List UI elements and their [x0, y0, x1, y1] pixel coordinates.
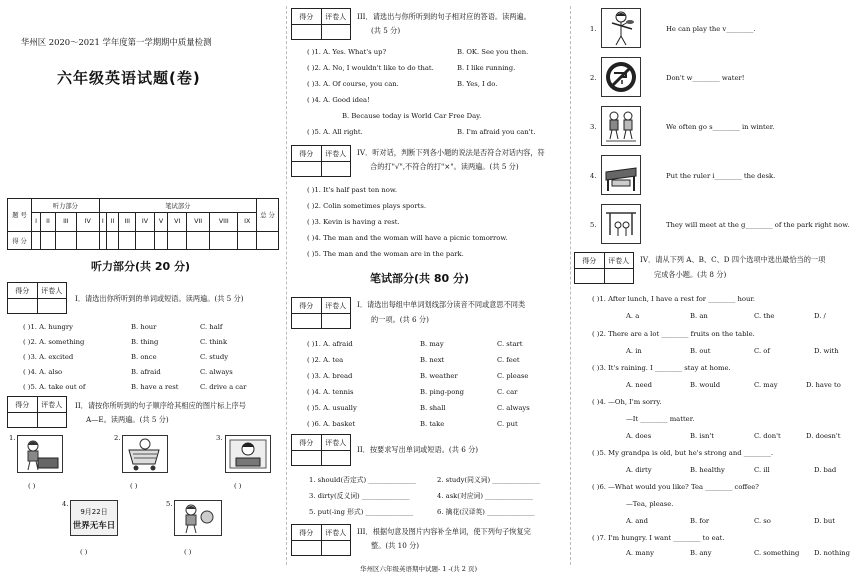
score-cell[interactable] — [154, 231, 168, 249]
section-instruction: (共 5 分) — [371, 26, 401, 35]
question-item: ( )1. A. Yes. What's up? — [307, 48, 387, 56]
score-entry[interactable] — [8, 413, 37, 427]
mc-option[interactable]: B. any — [690, 549, 712, 557]
option-b: B. Because today is World Car Free Day. — [342, 112, 482, 120]
question-item: ( )3. A. Of course, you can. — [307, 80, 399, 88]
judgement-item: ( )3. Kevin is having a rest. — [307, 218, 400, 226]
grader-box-label: 评卷人 — [37, 283, 67, 298]
mc-option[interactable]: D. but — [814, 517, 835, 525]
question-item: ( )4. A. also — [23, 368, 63, 376]
grader-entry[interactable] — [321, 314, 351, 328]
page-footer: 华州区六年级英语期中试题- 1 -(共 2 页) — [360, 565, 477, 573]
score-entry[interactable] — [292, 162, 321, 176]
score-box-label: 得分 — [15, 400, 30, 409]
word-task[interactable]: 2. study(同义词) ______________ — [437, 476, 540, 484]
section-instruction: 整。(共 10 分) — [371, 541, 420, 550]
writing-heading: 笔试部分(共 80 分) — [370, 272, 470, 285]
score-box-label: 得分 — [299, 149, 314, 158]
picture-2 — [122, 435, 168, 473]
eating-boy-icon — [226, 436, 270, 472]
mc-option[interactable]: A. and — [626, 517, 649, 525]
score-box — [291, 297, 351, 329]
score-box — [291, 8, 351, 40]
col-label: III — [119, 213, 136, 231]
section-instruction: III．请选出与你所听到的句子相对应的答语。读两遍。 — [357, 12, 531, 21]
word-task[interactable]: 5. put(-ing 形式) ______________ — [309, 508, 414, 516]
picture-3 — [225, 435, 271, 473]
option-b: B. next — [420, 356, 445, 364]
mc-option[interactable]: D. doesn't — [806, 432, 841, 440]
mc-option[interactable]: C. may — [754, 381, 778, 389]
score-box-label: 得分 — [299, 301, 314, 310]
score-box-label: 得分 — [299, 12, 314, 21]
picture-5 — [174, 500, 222, 536]
violin-picture — [601, 8, 641, 48]
mc-option[interactable]: A. many — [626, 549, 654, 557]
answer-blank[interactable]: ( ) — [80, 548, 88, 556]
word-task[interactable]: 3. dirty(反义词) ______________ — [309, 492, 410, 500]
listening-part-label: 听力部分 — [32, 199, 100, 213]
option-c: C. put — [497, 420, 518, 428]
picture-sentence[interactable]: Put the ruler i________ the desk. — [666, 172, 776, 180]
listening-heading: 听力部分(共 20 分) — [91, 260, 191, 273]
score-cell[interactable] — [210, 231, 238, 249]
row-label-score: 得 分 — [8, 231, 32, 249]
grader-entry[interactable] — [604, 269, 634, 283]
boy-at-table-icon — [18, 436, 62, 472]
score-entry[interactable] — [575, 269, 604, 283]
section-instruction: A—E。读两遍。(共 5 分) — [86, 415, 169, 424]
option-b: B. OK. See you then. — [457, 48, 529, 56]
col-label: IV — [76, 213, 99, 231]
question-item: ( )1. A. afraid — [307, 340, 353, 348]
exam-title: 六年级英语试题(卷) — [57, 69, 201, 87]
no-water-sign-icon — [602, 58, 640, 96]
word-task[interactable]: 1. should(否定式) ______________ — [309, 476, 416, 484]
score-entry[interactable] — [292, 314, 321, 328]
calendar-date: 9月22日 — [80, 508, 108, 516]
total-label: 总 分 — [257, 199, 279, 232]
question-item: ( )2. A. tea — [307, 356, 344, 364]
score-table — [7, 198, 279, 250]
question-item: ( )2. A. No, I wouldn't like to do that. — [307, 64, 434, 72]
mc-option[interactable]: C. don't — [754, 432, 781, 440]
mc-option[interactable]: A. a — [626, 312, 640, 320]
picture-sentence[interactable]: We often go s________ in winter. — [666, 123, 775, 131]
answer-blank[interactable]: ( ) — [28, 482, 36, 490]
section-instruction: II．按要求写出单词或短语。(共 6 分) — [357, 445, 479, 454]
option-c: C. start — [497, 340, 523, 348]
col-label: V — [154, 213, 168, 231]
score-box-label: 得分 — [15, 286, 30, 295]
score-cell[interactable] — [186, 231, 209, 249]
section-instruction: IV．听对话，判断下列各小题的说法是否符合对话内容，符 — [357, 148, 545, 157]
option-c: C. feet — [497, 356, 520, 364]
option-c: C. always — [200, 368, 233, 376]
option-b: B. may — [420, 340, 444, 348]
picture-label: 5. — [166, 500, 173, 508]
mc-option[interactable]: D. / — [814, 312, 826, 320]
grader-entry[interactable] — [321, 541, 351, 555]
grader-box-label: 评卷人 — [321, 9, 351, 24]
mc-question: ( )5. My grandpa is old, but he's strong and ________. — [592, 449, 774, 457]
mc-question: ( )6. —What would you like? Tea ________ coffee? — [592, 483, 759, 491]
exam-subtitle: 华州区 2020～2021 学年度第一学期期中质量检测 — [21, 37, 212, 47]
option-b: B. afraid — [131, 368, 161, 376]
section-instruction: 完成各小题。(共 8 分) — [654, 270, 727, 279]
option-b: B. weather — [420, 372, 458, 380]
judgement-item: ( )1. It's half past ten now. — [307, 186, 398, 194]
mc-question: ( )7. I'm hungry. I want ________ to eat. — [592, 534, 725, 542]
picture-sentence-num: 4. — [590, 172, 597, 180]
mc-option[interactable]: C. so — [754, 517, 771, 525]
word-task[interactable]: 6. 擒花(汉译英) ______________ — [437, 508, 535, 516]
option-b: B. take — [420, 420, 445, 428]
score-cell[interactable] — [119, 231, 136, 249]
mc-option[interactable]: B. for — [690, 517, 710, 525]
option-b: B. shall — [420, 404, 446, 412]
grader-box-label: 评卷人 — [37, 397, 67, 412]
score-box — [291, 145, 351, 177]
grader-box-label: 评卷人 — [321, 146, 351, 161]
section-instruction: I．请选出你所听到的单词或短语。读两遍。(共 5 分) — [75, 294, 244, 303]
mc-question: ( )4. —Oh, I'm sorry. — [592, 398, 662, 406]
violin-player-icon — [602, 9, 640, 47]
section-instruction: IV．请从下列 A、B、C、D 四个选项中选出最恰当的一项 — [640, 255, 826, 264]
column-divider — [286, 6, 287, 565]
picture-label: 2. — [114, 434, 121, 442]
score-entry[interactable] — [292, 451, 321, 465]
writing-part-label: 笔试部分 — [99, 199, 256, 213]
mc-question: ( )2. There are a lot ________ fruits on the table. — [592, 330, 755, 338]
option-c: C. please — [497, 372, 529, 380]
score-cell[interactable] — [107, 231, 119, 249]
picture-sentence-num: 1. — [590, 25, 597, 33]
option-b: B. Yes, I do. — [457, 80, 498, 88]
score-box-label: 得分 — [582, 256, 597, 265]
option-c: C. think — [200, 338, 228, 346]
col-label: II — [41, 213, 56, 231]
col-label: I — [32, 213, 41, 231]
mc-option[interactable]: D. nothing — [814, 549, 851, 557]
score-cell[interactable] — [238, 231, 257, 249]
score-box-label: 得分 — [299, 528, 314, 537]
option-c: C. car — [497, 388, 518, 396]
col-label: III — [55, 213, 76, 231]
judgement-item: ( )2. Colin sometimes plays sports. — [307, 202, 426, 210]
mc-option[interactable]: C. of — [754, 347, 770, 355]
grader-entry[interactable] — [37, 413, 67, 427]
col-label: IX — [238, 213, 257, 231]
desk-picture — [601, 155, 641, 195]
mc-option[interactable]: C. the — [754, 312, 775, 320]
section-instruction: 合的打"√",不符合的打"×"。读两遍。(共 5 分) — [370, 162, 519, 171]
mc-option[interactable]: A. in — [626, 347, 642, 355]
total-cell[interactable] — [257, 231, 279, 249]
picture-sentence-num: 3. — [590, 123, 597, 131]
picture-1 — [17, 435, 63, 473]
score-cell[interactable] — [32, 231, 41, 249]
grader-entry[interactable] — [321, 25, 351, 39]
grader-entry[interactable] — [321, 162, 351, 176]
grader-box-label: 评卷人 — [321, 435, 351, 450]
option-b: B. I'm afraid you can't. — [457, 128, 536, 136]
question-item: ( )4. A. tennis — [307, 388, 354, 396]
option-c: C. half — [200, 323, 223, 331]
desk-ruler-icon — [602, 156, 640, 194]
skating-kids-icon — [602, 107, 640, 145]
option-c: C. drive a car — [200, 383, 247, 391]
mc-question: ( )3. It's raining. I ________ stay at home. — [592, 364, 731, 372]
picture-sentence[interactable]: He can play the v________. — [666, 25, 756, 33]
picture-label: 1. — [9, 434, 16, 442]
mc-option[interactable]: A. does — [626, 432, 652, 440]
question-item: ( )5. A. usually — [307, 404, 357, 412]
answer-blank[interactable]: ( ) — [184, 548, 192, 556]
score-cell[interactable] — [76, 231, 99, 249]
question-item: ( )2. A. something — [23, 338, 85, 346]
judgement-item: ( )5. The man and the woman are in the park. — [307, 250, 464, 258]
option-c: C. always — [497, 404, 530, 412]
picture-sentence[interactable]: Don't w________ water! — [666, 74, 745, 82]
mc-option[interactable]: D. bad — [814, 466, 837, 474]
section-instruction: III．根据句意及图片内容补全单词，使下列句子恢复完 — [357, 527, 531, 536]
option-b: B. I like running. — [457, 64, 516, 72]
score-cell[interactable] — [41, 231, 56, 249]
score-entry[interactable] — [8, 299, 37, 313]
skating-picture — [601, 106, 641, 146]
score-cell[interactable] — [136, 231, 155, 249]
column-divider — [570, 6, 571, 565]
section-instruction: 的一项。(共 6 分) — [371, 315, 429, 324]
mc-option[interactable]: A. need — [626, 381, 653, 389]
score-cell[interactable] — [168, 231, 187, 249]
question-item: ( )6. A. basket — [307, 420, 356, 428]
grader-entry[interactable] — [37, 299, 67, 313]
picture-label: 3. — [216, 434, 223, 442]
mc-option[interactable]: B. would — [690, 381, 721, 389]
mc-question-line2: —Tea, please. — [626, 500, 674, 508]
grader-entry[interactable] — [321, 451, 351, 465]
children-playing-icon — [175, 501, 221, 535]
score-box — [7, 396, 67, 428]
section-instruction: II．请按你所听到的句子顺序给其相应的图片标上序号 — [75, 401, 246, 410]
grader-box-label: 评卷人 — [321, 298, 351, 313]
option-b: B. ping-pong — [420, 388, 465, 396]
mc-question: ( )1. After lunch, I have a rest for ________ hour. — [592, 295, 756, 303]
mc-option[interactable]: C. something — [754, 549, 800, 557]
mc-option[interactable]: B. an — [690, 312, 708, 320]
mc-option[interactable]: C. ill — [754, 466, 770, 474]
mc-question-line2: —It ________ matter. — [626, 415, 695, 423]
score-cell[interactable] — [99, 231, 106, 249]
score-box — [574, 252, 634, 284]
picture-label: 4. — [62, 500, 69, 508]
question-item: ( )3. A. bread — [307, 372, 353, 380]
option-b: B. hour — [131, 323, 157, 331]
grader-box-label: 评卷人 — [604, 253, 634, 268]
col-label: IV — [136, 213, 155, 231]
mc-option[interactable]: D. with — [814, 347, 839, 355]
score-box-label: 得分 — [299, 438, 314, 447]
calendar-text: 世界无车日 — [72, 521, 116, 531]
question-item: ( )1. A. hungry — [23, 323, 73, 331]
score-entry[interactable] — [292, 25, 321, 39]
mc-option[interactable]: B. isn't — [690, 432, 714, 440]
question-item: ( )4. A. Good idea! — [307, 96, 370, 104]
mc-option[interactable]: B. healthy — [690, 466, 725, 474]
score-entry[interactable] — [292, 541, 321, 555]
park-gate-picture — [601, 204, 641, 244]
picture-4-calendar — [70, 500, 118, 536]
col-label: VIII — [210, 213, 238, 231]
mc-option[interactable]: D. have to — [806, 381, 841, 389]
picture-sentence-num: 5. — [590, 221, 597, 229]
grader-box-label: 评卷人 — [321, 525, 351, 540]
col-label: VII — [186, 213, 209, 231]
option-c: C. study — [200, 353, 229, 361]
col-label: VI — [168, 213, 187, 231]
score-box — [291, 434, 351, 466]
judgement-item: ( )4. The man and the woman will have a picnic tomorrow. — [307, 234, 508, 242]
word-task[interactable]: 4. ask(对应词) ______________ — [437, 492, 533, 500]
mc-option[interactable]: A. dirty — [626, 466, 652, 474]
mc-option[interactable]: B. out — [690, 347, 711, 355]
col-label: I — [99, 213, 106, 231]
option-b: B. have a rest — [131, 383, 179, 391]
answer-blank[interactable]: ( ) — [234, 482, 242, 490]
question-item: ( )5. A. All right. — [307, 128, 363, 136]
question-item: ( )3. A. excited — [23, 353, 74, 361]
no-water-sign-picture — [601, 57, 641, 97]
option-b: B. thing — [131, 338, 159, 346]
col-label: II — [107, 213, 119, 231]
picture-sentence[interactable]: They will meet at the g________ of the park right now. — [666, 221, 850, 229]
option-b: B. once — [131, 353, 157, 361]
question-item: ( )5. A. take out of — [23, 383, 86, 391]
answer-blank[interactable]: ( ) — [130, 482, 138, 490]
score-box — [291, 524, 351, 556]
row-label-question: 题 号 — [8, 199, 32, 232]
score-box — [7, 282, 67, 314]
shopping-cart-icon — [123, 436, 167, 472]
picture-sentence-num: 2. — [590, 74, 597, 82]
park-gate-icon — [602, 205, 640, 243]
section-instruction: I．请选出每组中单词划线部分读音不同或意思不同类 — [357, 300, 526, 309]
score-cell[interactable] — [55, 231, 76, 249]
